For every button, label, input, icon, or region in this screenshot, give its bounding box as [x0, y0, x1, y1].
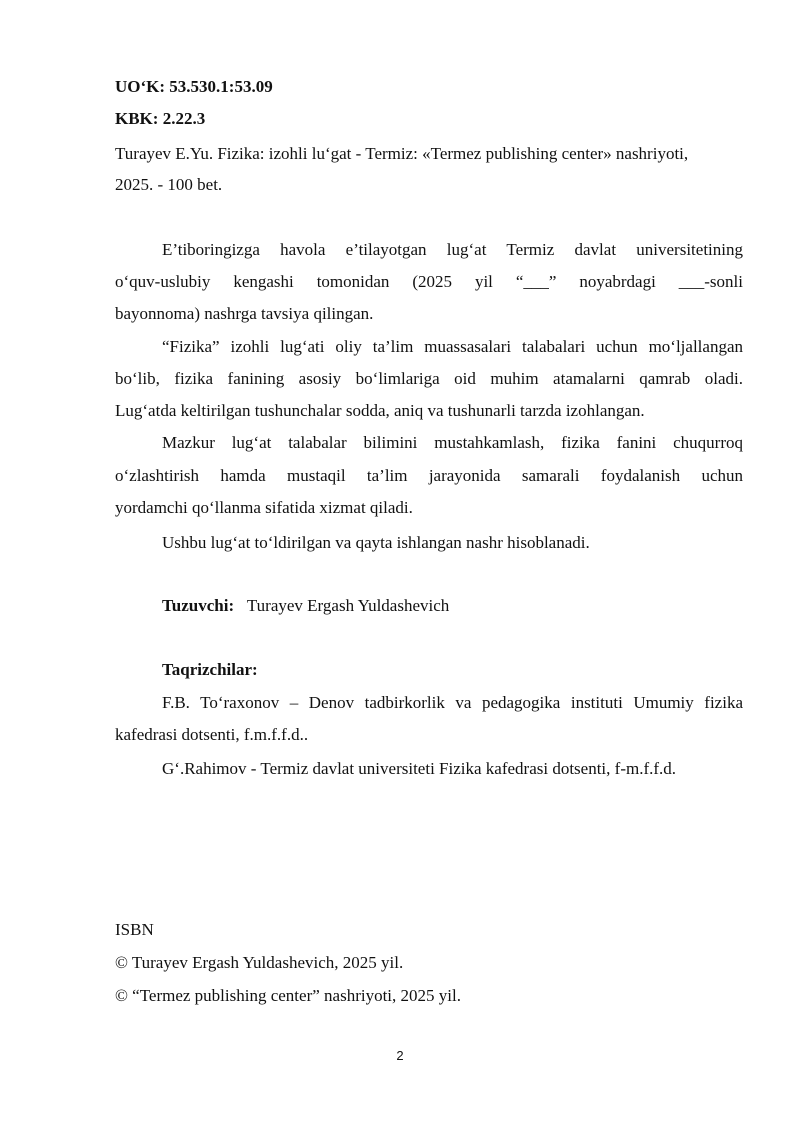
- udc-code: UO‘K: 53.530.1:53.09: [115, 77, 273, 96]
- copyright-author: © Turayev Ergash Yuldashevich, 2025 yil.: [115, 953, 404, 972]
- reviewer-2-line-1: G‘.Rahimov - Termiz davlat universiteti Fizika kafedrasi dotsenti, f-m.f.f.d.: [162, 759, 677, 778]
- bbk-code: KBK: 2.22.3: [115, 109, 206, 128]
- citation-line-1: Turayev E.Yu. Fizika: izohli lu‘gat - Termiz: «Termez publishing center» nashriyoti,: [115, 144, 689, 163]
- compiler-name: Turayev Ergash Yuldashevich: [246, 596, 450, 615]
- reviewer-1-line-2: kafedrasi dotsenti, f.m.f.f.d..: [115, 725, 309, 744]
- paragraph-1-line-1: E’tiboringizga havola e’tilayotgan lug‘at Termiz davlat universitetining: [162, 240, 743, 259]
- compiler-line: [162, 596, 743, 616]
- citation-line-2: 2025. - 100 bet.: [115, 175, 223, 194]
- paragraph-1-line-2: o‘quv-uslubiy kengashi tomonidan (2025 yil “___” noyabrdagi ___-sonli: [115, 272, 743, 291]
- paragraph-4-line-1: Ushbu lug‘at to‘ldirilgan va qayta ishlangan nashr hisoblanadi.: [162, 533, 590, 552]
- page-number: 2: [396, 1048, 404, 1063]
- paragraph-3-line-1: Mazkur lug‘at talabalar bilimini mustahkamlash, fizika fanini chuqurroq: [162, 433, 743, 452]
- isbn-label: ISBN: [115, 920, 154, 939]
- paragraph-3-line-3: yordamchi qo‘llanma sifatida xizmat qiladi.: [115, 498, 413, 517]
- paragraph-2-line-1: “Fizika” izohli lug‘ati oliy ta’lim muassasalari talabalari uchun mo‘ljallangan: [162, 337, 743, 356]
- paragraph-3-line-2: o‘zlashtirish hamda mustaqil ta’lim jarayonida samarali foydalanish uchun: [115, 466, 743, 485]
- compiler-label: Tuzuvchi:: [162, 596, 235, 615]
- paragraph-1-line-3: bayonnoma) nashrga tavsiya qilingan.: [115, 304, 374, 323]
- reviewer-1-line-1: F.B. To‘raxonov – Denov tadbirkorlik va pedagogika instituti Umumiy fizika: [162, 693, 743, 712]
- reviewers-label: Taqrizchilar:: [162, 660, 258, 679]
- paragraph-2-line-3: Lug‘atda keltirilgan tushunchalar sodda, aniq va tushunarli tarzda izohlangan.: [115, 401, 645, 420]
- copyright-publisher: © “Termez publishing center” nashriyoti, 2025 yil.: [115, 986, 461, 1005]
- paragraph-2-line-2: bo‘lib, fizika fanining asosiy bo‘limlariga oid muhim atamalarni qamrab oladi.: [115, 369, 743, 388]
